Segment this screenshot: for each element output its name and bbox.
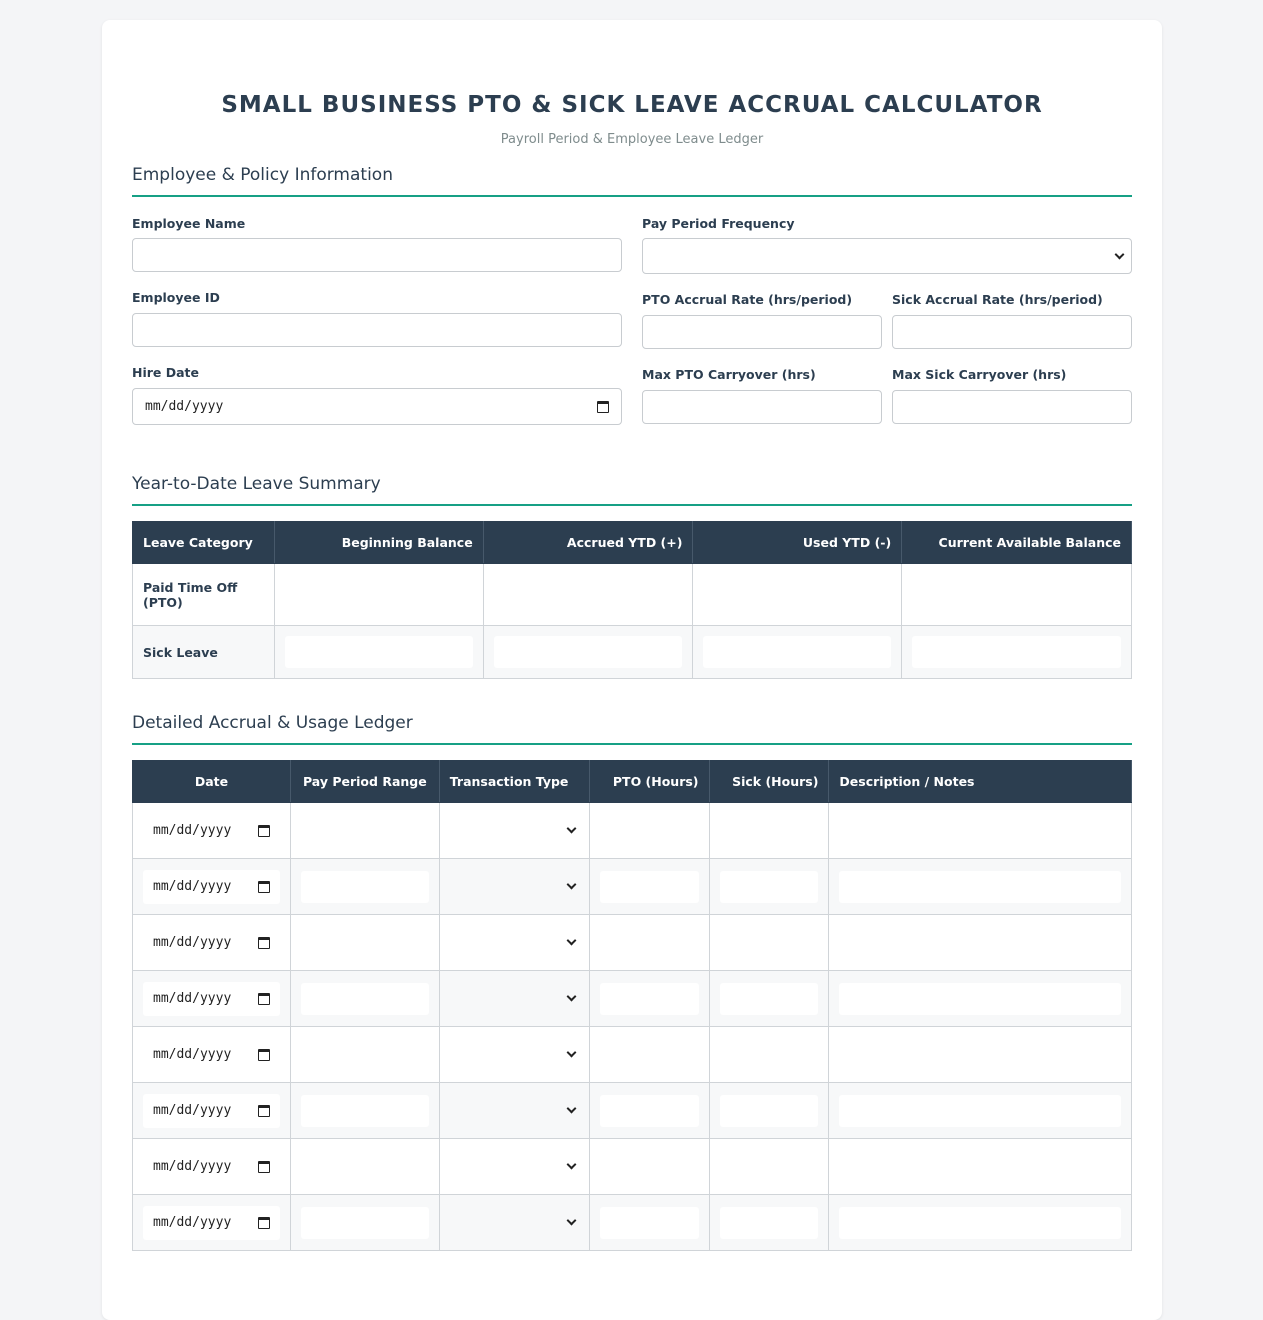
ledger-sick-cell[interactable] [709,915,829,971]
max-pto-label: Max PTO Carryover (hrs) [642,367,816,382]
ledger-pto-input[interactable] [600,1207,699,1239]
ledger-range-cell[interactable] [290,1139,439,1195]
pto-rate-input[interactable] [642,315,882,349]
ledger-row [133,915,1132,971]
ledger-range-cell[interactable] [290,803,439,859]
sick-current-input[interactable] [912,636,1121,668]
ledger-range-cell[interactable] [290,971,439,1027]
ledger-date-input[interactable] [143,814,280,848]
ledger-type-select[interactable] [450,1094,579,1128]
ledger-pto-cell[interactable] [589,1027,709,1083]
hire-date-value: mm/dd/yyyy [145,399,224,414]
max-sick-label: Max Sick Carryover (hrs) [892,367,1067,382]
ledger-section-heading: Detailed Accrual & Usage Ledger [132,713,1132,745]
ledger-date-input[interactable] [143,926,280,960]
ledger-pto-input[interactable] [600,1095,699,1127]
ledger-range-cell[interactable] [290,1027,439,1083]
calendar-icon[interactable] [258,937,270,949]
employee-name-input[interactable] [132,238,622,272]
ledger-range-cell[interactable] [290,1083,439,1139]
ledger-row [133,803,1132,859]
ledger-sick-cell[interactable] [709,1027,829,1083]
employee-id-input[interactable] [132,313,622,347]
ledger-type-select[interactable] [450,1206,579,1240]
ledger-date-input[interactable] [143,1150,280,1184]
calendar-icon[interactable] [258,1049,270,1061]
ledger-header-pto: PTO (Hours) [589,761,709,803]
summary-header-accrued: Accrued YTD (+) [483,522,693,564]
ledger-date-value: mm/dd/yyyy [153,1047,232,1062]
pto-current-cell[interactable] [902,564,1132,626]
chevron-down-icon [566,936,576,946]
summary-section-heading: Year-to-Date Leave Summary [132,474,1132,506]
ledger-type-select[interactable] [450,926,579,960]
ledger-pto-cell[interactable] [589,1083,709,1139]
ledger-row [133,1195,1132,1251]
ledger-range-input[interactable] [301,1207,429,1239]
ledger-row [133,1139,1132,1195]
ledger-row [133,1027,1132,1083]
ledger-header-sick: Sick (Hours) [709,761,829,803]
ledger-sick-input[interactable] [720,871,819,903]
ledger-notes-cell[interactable] [829,1083,1132,1139]
ledger-date-value: mm/dd/yyyy [153,823,232,838]
ledger-type-select[interactable] [450,870,579,904]
page-title: SMALL BUSINESS PTO & SICK LEAVE ACCRUAL CALCULATOR [221,92,1043,118]
sick-rate-input[interactable] [892,315,1132,349]
ledger-date-value: mm/dd/yyyy [153,1159,232,1174]
ledger-pto-cell[interactable] [589,971,709,1027]
summary-cat-pto: Paid Time Off (PTO) [133,564,275,626]
chevron-down-icon [566,992,576,1002]
chevron-down-icon [566,880,576,890]
ledger-date-value: mm/dd/yyyy [153,1103,232,1118]
ledger-range-cell[interactable] [290,1195,439,1251]
ledger-range-input[interactable] [301,1095,429,1127]
pto-used-cell[interactable] [693,564,902,626]
chevron-down-icon [566,1048,576,1058]
page-subtitle: Payroll Period & Employee Leave Ledger [500,132,764,147]
ledger-type-select[interactable] [450,1150,579,1184]
summary-header-current: Current Available Balance [902,522,1132,564]
sick-rate-label: Sick Accrual Rate (hrs/period) [892,292,1103,307]
ledger-type-select[interactable] [450,1038,579,1072]
pto-rate-label: PTO Accrual Rate (hrs/period) [642,292,853,307]
ledger-date-input[interactable] [143,1206,280,1240]
calendar-icon[interactable] [258,993,270,1005]
ledger-pto-cell[interactable] [589,915,709,971]
ledger-notes-cell[interactable] [829,971,1132,1027]
ledger-date-value: mm/dd/yyyy [153,879,232,894]
ledger-row [133,859,1132,915]
ledger-date-input[interactable] [143,870,280,904]
ledger-pto-cell[interactable] [589,1139,709,1195]
ledger-range-input[interactable] [301,871,429,903]
hire-date-input[interactable] [132,388,622,425]
ledger-range-input[interactable] [301,983,429,1015]
summary-row-sick [133,626,1132,679]
ledger-sick-input[interactable] [720,1207,819,1239]
ledger-header-notes: Description / Notes [829,761,1132,803]
ledger-row [133,1083,1132,1139]
ledger-notes-input[interactable] [839,871,1121,903]
ledger-table [132,760,1132,1251]
ledger-notes-input[interactable] [839,1207,1121,1239]
ledger-pto-cell[interactable] [589,803,709,859]
ledger-pto-cell[interactable] [589,859,709,915]
calculator-card [102,20,1162,1320]
employee-section-heading: Employee & Policy Information [132,165,1132,197]
chevron-down-icon [566,1216,576,1226]
ledger-range-cell[interactable] [290,915,439,971]
summary-cat-sick: Sick Leave [133,626,275,679]
chevron-down-icon [566,1104,576,1114]
ledger-pto-input[interactable] [600,871,699,903]
ledger-header-date: Date [133,761,291,803]
ledger-type-select[interactable] [450,982,579,1016]
sick-accrued-input[interactable] [494,636,683,668]
ledger-notes-input[interactable] [839,1095,1121,1127]
calendar-icon[interactable] [258,1105,270,1117]
summary-header-beginning: Beginning Balance [274,522,483,564]
ledger-sick-cell[interactable] [709,1139,829,1195]
ledger-date-value: mm/dd/yyyy [153,935,232,950]
ledger-notes-cell[interactable] [829,1139,1132,1195]
sick-used-input[interactable] [703,636,891,668]
ledger-date-input[interactable] [143,1038,280,1072]
ledger-header-range: Pay Period Range [290,761,439,803]
pto-accrued-cell[interactable] [483,564,693,626]
employee-name-label: Employee Name [132,216,246,231]
chevron-down-icon [566,824,576,834]
ledger-date-value: mm/dd/yyyy [153,991,232,1006]
summary-table [132,521,1132,679]
pay-period-label: Pay Period Frequency [642,216,795,231]
ledger-header-type: Transaction Type [439,761,589,803]
summary-header-used: Used YTD (-) [693,522,902,564]
ledger-sick-cell[interactable] [709,803,829,859]
ledger-notes-cell[interactable] [829,915,1132,971]
ledger-notes-cell[interactable] [829,1195,1132,1251]
ledger-sick-input[interactable] [720,1095,819,1127]
pay-period-select[interactable] [642,238,1132,274]
calendar-icon[interactable] [258,1161,270,1173]
ledger-sick-cell[interactable] [709,1195,829,1251]
ledger-pto-input[interactable] [600,983,699,1015]
calendar-icon[interactable] [258,1217,270,1229]
ledger-range-cell[interactable] [290,859,439,915]
summary-row-pto [133,564,1132,626]
employee-id-label: Employee ID [132,290,220,305]
calendar-icon[interactable] [597,401,609,413]
ledger-notes-cell[interactable] [829,803,1132,859]
pto-beginning-cell[interactable] [274,564,483,626]
ledger-notes-cell[interactable] [829,859,1132,915]
ledger-row [133,971,1132,1027]
ledger-sick-cell[interactable] [709,859,829,915]
calendar-icon[interactable] [258,881,270,893]
ledger-date-value: mm/dd/yyyy [153,1215,232,1230]
max-sick-input[interactable] [892,390,1132,424]
chevron-down-icon [1115,249,1125,259]
ledger-pto-cell[interactable] [589,1195,709,1251]
sick-beginning-input[interactable] [285,636,473,668]
hire-date-label: Hire Date [132,365,200,380]
chevron-down-icon [566,1160,576,1170]
ledger-notes-cell[interactable] [829,1027,1132,1083]
summary-header-category: Leave Category [133,522,275,564]
ledger-type-select[interactable] [450,814,579,848]
max-pto-input[interactable] [642,390,882,424]
calendar-icon[interactable] [258,825,270,837]
ledger-notes-input[interactable] [839,983,1121,1015]
ledger-date-input[interactable] [143,1094,280,1128]
ledger-sick-input[interactable] [720,983,819,1015]
ledger-date-input[interactable] [143,982,280,1016]
ledger-sick-cell[interactable] [709,971,829,1027]
ledger-sick-cell[interactable] [709,1083,829,1139]
